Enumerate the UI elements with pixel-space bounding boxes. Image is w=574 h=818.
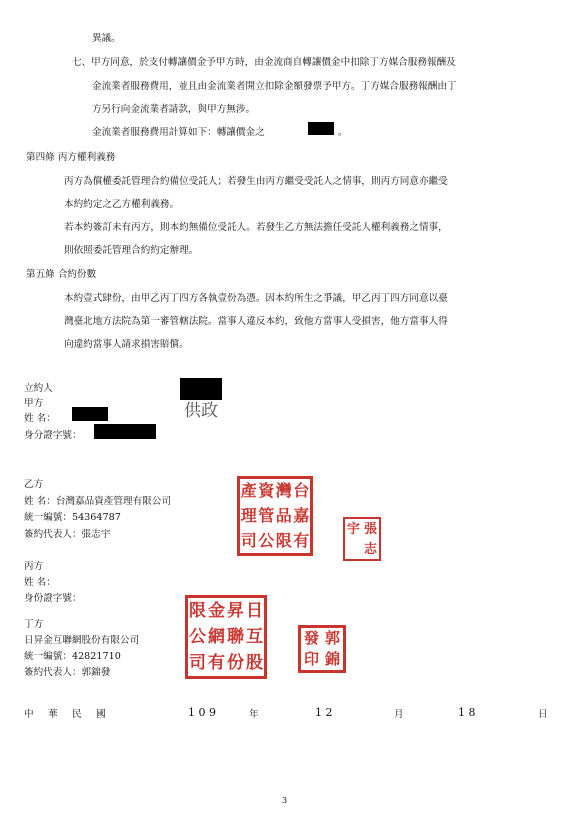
seal-glyph: 嘉 (293, 506, 310, 525)
seal-glyph: 互 (246, 626, 263, 647)
date-month-unit: 月 (394, 709, 404, 720)
page-number: 3 (282, 796, 288, 805)
seal-glyph: 張 (364, 521, 378, 537)
seal-glyph: 發 (304, 629, 320, 647)
clause7-line3: 方另行向金流業者請款，與甲方無涉。 (92, 104, 256, 115)
party-d-representative: 簽約代表人：郭錦發 (24, 667, 111, 678)
seal-glyph: 錦 (325, 650, 341, 668)
seal-glyph: 台 (293, 481, 310, 501)
article4-p1-line1: 丙方為償權委託管理合約備位受託人；若發生由丙方繼受受託人之情事，則丙方同意亦繼受 (64, 176, 448, 187)
article4-p2-line2: 則依照委託管理合約約定辦理。 (64, 245, 199, 256)
date-char: 華 (48, 709, 58, 720)
clause7-line1: 七、甲方同意，於支付轉讓價金予甲方時，由金流商自轉讓價金中扣除丁方媒合服務報酬及 (72, 57, 456, 68)
seal-glyph: 資 (258, 481, 275, 501)
seal-glyph: 昇 (227, 600, 244, 621)
party-c-label: 丙方 (24, 561, 44, 572)
signatories-title: 立約人 (24, 383, 53, 394)
party-a-seal: 供政 (184, 401, 218, 421)
seal-glyph: 限 (189, 600, 206, 621)
redaction-box (180, 378, 222, 400)
seal-glyph: 司 (189, 652, 206, 673)
seal-glyph: 網 (208, 626, 225, 647)
seal-glyph: 郭 (325, 629, 341, 647)
clause7-line4: 金流業者服務費用計算如下：轉讓價金之 (92, 127, 265, 138)
party-b-name: 姓 名：台灣嘉品資產管理有限公司 (24, 496, 171, 507)
date-day: 1 8 (458, 706, 476, 719)
article4-p2-line1: 若本約簽訂未有丙方，則本約無備位受託人。若發生乙方無法擔任受託人權利義務之情事， (64, 222, 448, 233)
seal-glyph: 司 (240, 530, 257, 550)
clause7-line2: 金流業者服務費用，並且由金流業者開立扣除金額發票予甲方。丁方媒合服務報酬由丁 (92, 81, 457, 92)
redaction-box (308, 122, 334, 135)
seal-glyph: 聯 (227, 626, 244, 647)
seal-glyph: 公 (189, 626, 206, 647)
date-char: 中 (24, 709, 34, 720)
party-b-representative: 簽約代表人：張志宇 (24, 529, 111, 540)
redaction-box (94, 424, 156, 439)
article5-line3: 向違約當事人請求損害賠償。 (64, 339, 189, 350)
seal-glyph: 日 (246, 600, 263, 621)
party-d-label: 丁方 (24, 619, 44, 630)
seal-glyph: 管 (258, 506, 275, 525)
party-d-company-seal (185, 595, 267, 679)
date-month: 1 2 (315, 706, 333, 719)
article4-p1-line2: 本約約定之乙方權利義務。 (64, 199, 180, 210)
party-a-name-label: 姓 名： (24, 413, 56, 424)
clause7-tail: 異議。 (92, 33, 121, 44)
date-char: 國 (96, 709, 106, 720)
article5-heading: 第五條 合約份數 (26, 269, 97, 280)
seal-glyph: 份 (227, 652, 244, 673)
redaction-box (72, 407, 108, 421)
seal-glyph: 宇 (347, 521, 361, 537)
party-a-id-label: 身分證字號： (24, 430, 82, 441)
seal-glyph: 公 (258, 530, 275, 550)
party-d-tax-id: 統一編號：42821710 (24, 651, 121, 662)
article4-heading: 第四條 丙方權利義務 (26, 152, 116, 163)
seal-glyph: 股 (246, 652, 263, 673)
party-d-company: 日昇金互聯網股份有限公司 (24, 635, 140, 646)
date-char: 民 (72, 709, 82, 720)
seal-glyph: 理 (240, 506, 257, 525)
party-c-id-label: 身份證字號： (24, 593, 82, 604)
article5-line1: 本約壹式肆份，由甲乙丙丁四方各執壹份為憑。因本約所生之爭議，甲乙丙丁四方同意以臺 (64, 293, 448, 304)
seal-glyph: 有 (293, 530, 310, 550)
party-b-label: 乙方 (24, 479, 44, 490)
seal-glyph: 金 (208, 600, 225, 621)
seal-glyph: 限 (275, 530, 292, 550)
date-day-unit: 日 (538, 709, 548, 720)
seal-glyph: 有 (208, 652, 225, 673)
party-a-label: 甲方 (24, 398, 44, 409)
seal-glyph: 志 (364, 541, 378, 557)
article5-line2: 灣臺北地方法院為第一審管轄法院。當事人違反本約，致他方當事人受損害，他方當事人得 (64, 316, 448, 327)
party-d-rep-seal (298, 625, 346, 673)
party-b-rep-seal (343, 517, 381, 561)
signing-date (0, 706, 574, 720)
seal-glyph: 產 (240, 481, 257, 501)
clause7-line4-end: 。 (338, 127, 348, 138)
party-b-tax-id: 統一編號：54364787 (24, 512, 121, 523)
seal-glyph: 灣 (275, 481, 292, 501)
seal-glyph: 印 (304, 650, 320, 668)
party-c-name-label: 姓 名： (24, 577, 56, 588)
party-b-company-seal (237, 476, 313, 556)
seal-glyph: 品 (275, 506, 292, 525)
date-year: 1 0 9 (188, 706, 216, 719)
date-year-unit: 年 (249, 709, 259, 720)
